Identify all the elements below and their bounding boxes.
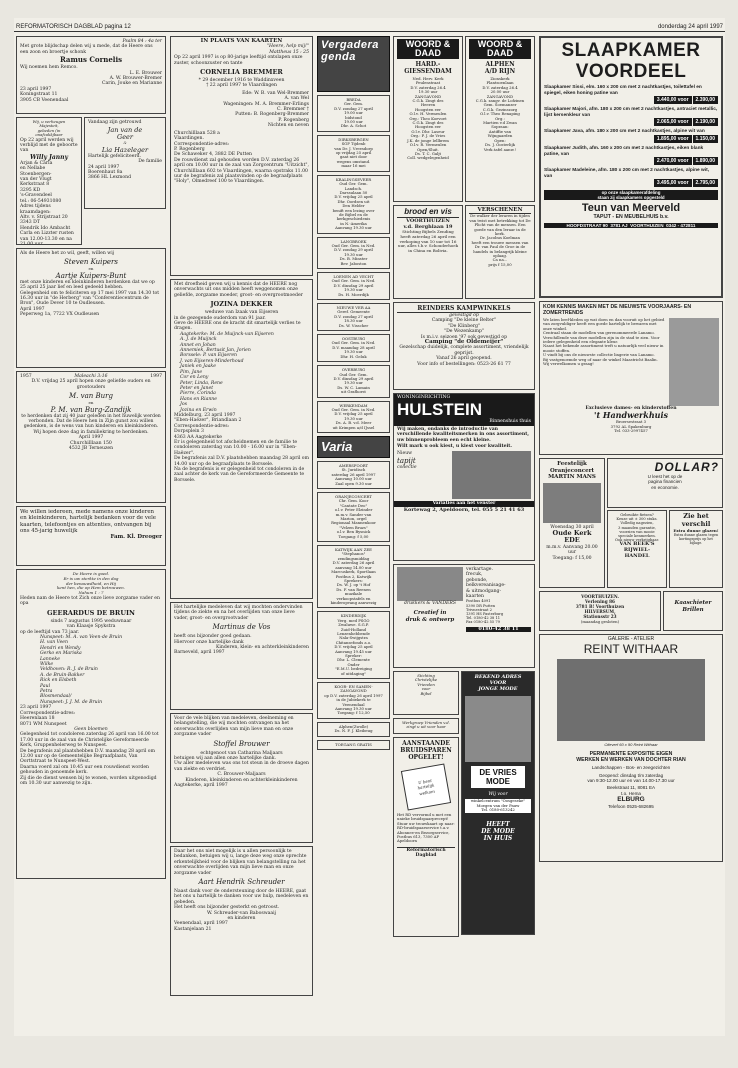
painting-photo bbox=[557, 659, 705, 741]
anniversary-body: te herdenken dat zij 40 jaar geleden in het huwelijk werden verbonden. Dat de Heere hen in Zijn gunst zou willen gedenken, is de wens van hun kinderen en kleinkinderen. bbox=[21, 413, 163, 430]
woord-daad-logo: WOORD & DAAD bbox=[469, 39, 531, 59]
drukkerij-address: Postbus 4091 5390 DR Putten Trivnestraat 2 1391 HS Pasterburg Tel. 0180-42 38 11 Fax 0180-42 55 79 bbox=[466, 599, 504, 625]
de-vries-mode-ad bbox=[461, 671, 535, 935]
thanks-body: betuigen wij aan allen onze hartelijke dank. Uw aller medeleven was ons tot steun in de droeve dagen van ziekte en verdriet. bbox=[174, 756, 309, 772]
meerveld-address: HOOFDSTRAAT 90 3781 AJ VOORTHUIZEN 0342 - 472811 bbox=[544, 223, 718, 228]
varia-item bbox=[317, 611, 390, 679]
organist-photo bbox=[543, 483, 601, 523]
new-price: 1.150,00 bbox=[693, 135, 718, 143]
announcement-row bbox=[16, 117, 166, 245]
husband-name: M. van Burg bbox=[69, 392, 113, 401]
mode-topline: BEKEND ADRES VOOR JONGE MODE bbox=[474, 674, 522, 692]
woord-daad-ad-2 bbox=[465, 36, 535, 202]
no-flowers: Geen bloemen bbox=[74, 726, 108, 732]
thanks-line: Hiervoor onze hartelijke dank bbox=[174, 639, 244, 645]
new-price: 2.795,00 bbox=[693, 179, 718, 187]
agenda-item bbox=[317, 401, 390, 433]
van-beek-ad bbox=[607, 510, 667, 588]
rd-logo: Reformatorisch Dagblad bbox=[397, 847, 455, 859]
kom-kennis-maken-ad bbox=[539, 301, 723, 455]
slaapkamer-voordeel-ad bbox=[539, 36, 723, 298]
birth-announcement-remco bbox=[16, 36, 166, 114]
thanks-dreoger bbox=[16, 506, 166, 566]
obituary-bremmer bbox=[170, 36, 313, 276]
mode-slogan: HEEFT DE MODE IN HUIS bbox=[481, 820, 515, 842]
camping-list: Camping "De kleine Belter" "De Klinberg" "De Wezenkamp" bbox=[431, 318, 497, 335]
varia-list bbox=[317, 461, 390, 750]
kaasschieter-ad bbox=[663, 591, 723, 631]
anniversary-van-burg bbox=[16, 371, 166, 503]
offer-prices bbox=[544, 157, 718, 165]
ad-topline: WONINGINRICHTING bbox=[394, 394, 534, 401]
family-sign: Kinderen, klein- en achterkleinkinderen bbox=[215, 645, 309, 651]
bottom-ads-left bbox=[393, 671, 459, 941]
fashion-photo bbox=[465, 696, 531, 762]
wish-text: Geve de HEERE ons de kracht dit smartelijk verlies te dragen. bbox=[174, 321, 303, 332]
bride-name: Lia Hazeleger bbox=[101, 145, 149, 154]
handwerkhuis-logo: 't Handwerkhuis bbox=[594, 410, 668, 421]
varia-item-text: Alphen(Zwolle) Ds. N. F. J. Kleibeug bbox=[334, 723, 373, 734]
en-word: en bbox=[88, 266, 94, 272]
varia-item bbox=[317, 740, 390, 750]
model-photo bbox=[669, 318, 719, 406]
drukkerij-logo: drukkers & VANDERS bbox=[404, 601, 456, 606]
offer-prices bbox=[544, 96, 718, 104]
drukkerij-slogan: Creatief in druk & ontwerp bbox=[405, 610, 455, 623]
baby-name: Willy Janny bbox=[30, 153, 68, 161]
varia-item bbox=[317, 722, 390, 737]
offer-text: Slaapkamer Java, afm. 180 x 200 cm met 2 nachtkastjes, alpine wit van bbox=[544, 129, 705, 135]
offer-prices bbox=[544, 135, 718, 143]
bible-ref: Maleachi 3:16 bbox=[74, 374, 108, 379]
galerie-city: ELBURG bbox=[617, 796, 645, 804]
newspaper-page bbox=[14, 18, 725, 1036]
family-sign: De familie bbox=[138, 159, 162, 165]
vanbeek-row bbox=[607, 510, 723, 588]
ad-body: Gezelschap duidelijk, complete assortiment, vriendelijk geprijst. Vanaf 26 april geopend. bbox=[399, 345, 529, 362]
obituary-place: Middelburg, 23 april 1997 "Eben-Haëzer", Briandlaan 2 bbox=[174, 412, 242, 424]
agenda-item-text: LANGBROEK Oud Ger. Gem. in Ned. D.V. zondag 29 april 19.30 uur Ds. B. Minster Bev. Jaboston bbox=[331, 238, 376, 266]
obituary-de-bruin bbox=[16, 569, 166, 879]
zie-title: Zie het verschil bbox=[681, 512, 711, 528]
vanbeek-extra-row bbox=[539, 591, 723, 631]
verse-text: "Heere, help mij!" Mattheus 15 : 25 bbox=[266, 44, 309, 55]
wedding-title: Vandaag zijn getrouwd bbox=[88, 120, 142, 125]
varia-item bbox=[317, 682, 390, 719]
year-left: 1957 bbox=[20, 374, 32, 379]
widower-text: sinds 7 augustus 1995 weduwnaar van Klaasje Spykstra bbox=[50, 618, 132, 630]
old-price: 3.495,00 voor bbox=[654, 179, 692, 187]
stichting-ad bbox=[393, 671, 459, 715]
camping-name: Camping "de Oldemeijer" bbox=[424, 339, 504, 346]
family-sign: W. Schreuder-van Baboswaaij en kinderen bbox=[206, 910, 277, 922]
varia-item-text: KINDERDIJK Verg. med PSGO Zwaluwe. S.G.P. Zuid-Holland Lenzenhebbende Nala-Swijgstra Chitansefonds a.o. D.V. vrijdag 25 april Aanvang 19.45 uur Spreker: Dhr. L. Clemente Onder "E.M.U. bedreiging of uitdaging" bbox=[334, 613, 373, 676]
home-address: Churchilllaan 528 a Vlaardingen. bbox=[174, 130, 220, 142]
de-vries-logo: DE VRIES MODE bbox=[471, 766, 525, 788]
thanks-text: We willen iedereen, mede namens onze kinderen en kleinkinderen, hartelijk bedanken voor de vele kaarten, telefoontjes en attenties, ontvangen bij ons 45-jarig huwelijk bbox=[20, 509, 158, 535]
obituary-intro: Op 22 april 1997 is op 80-jarige leeftijd ontslapen onze zuster, schoonzuster en tante bbox=[174, 55, 304, 66]
dollar-logo: DOLLAR? bbox=[654, 460, 719, 474]
obituary-address: 23 april 1997 Correspondentie-adres: Heerenlaan 18 8071 WM Nunspeet bbox=[20, 705, 76, 727]
congrats-text: Hartelijk gefeliciteerd. bbox=[88, 153, 142, 159]
new-price: 2.190,00 bbox=[693, 118, 718, 126]
old-price: 2.470,00 voor bbox=[654, 157, 692, 165]
vanbeek-name: VAN BEEK'S RIJWIEL- HANDEL bbox=[619, 541, 655, 559]
vanbeek-note: (maandag gesloten) bbox=[580, 619, 620, 624]
offer-text: Slaapkamer Madeleine, afm. 180 x 200 cm met 2 nachtkastjes, alpine wit, van bbox=[544, 168, 711, 179]
concert-place: Oude Kerk EDE bbox=[552, 528, 592, 545]
bedroom-offer bbox=[544, 85, 718, 104]
offer-prices bbox=[544, 118, 718, 126]
varia-item bbox=[317, 461, 390, 489]
agenda-title: Vergaderagenda bbox=[321, 39, 379, 63]
zie-het-verschil-ad bbox=[669, 510, 723, 588]
anniversary-kuipers bbox=[16, 248, 166, 368]
concert-date: Woensdag 30 april bbox=[550, 524, 594, 530]
ad-slogan: Wilt mark u ook kiest, u kiest voor kwaliteit. bbox=[397, 444, 512, 450]
family-circle-text: Wij hopen deze dag in familiekring te herdenken. bbox=[33, 429, 149, 435]
thanks-intro: Voor de vele blijken van medeleven, deelneming en belangstelling, die wij mochten ontvangen na het onverwachts overlijden van mijn lieve man en onze zorgzame vader bbox=[174, 716, 296, 738]
correspondence-address: Correspondentie-adres: Dorpsplein 3 4363 AA Aagtekerke bbox=[174, 423, 230, 440]
year-right: 1997 bbox=[150, 374, 162, 379]
agenda-item-text: KRALINGSEVEER Oud Ger. Gem. Landsch. Darssulaan 50 D.V. vrijdag 25 april Dhr. Oordsen uit Den Helder benift een lezing over de Bijbel en de kerkgeschiedenis in N.-Amerika Aanvang 19.30 uur bbox=[332, 176, 375, 231]
family-list: Ede: W. B. van Wel-Bremmer A. van Wel Wageningen: M. A. Bremmer-Erlings C. Bremmer † Putten: B. Rogenberg-Bremmer P. Rogenberg Nichten en neven bbox=[223, 90, 309, 129]
column-ads bbox=[393, 36, 535, 1026]
parents-names: Arjan & Carla en Nellabe Stoenbergen- van der Vlugt bbox=[20, 160, 53, 183]
new-price: 1.890,00 bbox=[693, 157, 718, 165]
galerie-address: Beekstraat 11, 8081 EA t.o. Hema bbox=[606, 785, 656, 796]
new-price: 2.390,00 bbox=[693, 96, 718, 104]
curtain-photo bbox=[452, 451, 531, 499]
baby-name: Ramus Cornelis bbox=[59, 55, 123, 65]
mode-sub: Wij voor bbox=[488, 792, 508, 797]
vanbeek-city: HILVERSUM, Stationsstr 23 bbox=[583, 609, 617, 619]
label-carpet: tapijt bbox=[397, 456, 416, 465]
birth-announcement-willy bbox=[16, 117, 82, 245]
ad-text: De walker der leraren in tijden van twist met betrekking tot De Plicht van de mensen. Een goede van den leraar in de kerk. Dr. Jacobus Koelman heeft een trouwe mensen van Dr. van Paul de Groe in de handels in belangrijk kleine oplaag. Ca na... prijs f 15,00 bbox=[469, 213, 531, 267]
agenda-item-text: DIRKSBERGEN SGP Tijdenb van Dr. J. Vreesdorp op vrijdag 25 april gaat niet door wegens omstand. maar 16 mei bbox=[334, 136, 373, 169]
ad-text: Wij maken, ondanks de introductie van verschillende kwaliteitsmerken in ons assortiment, uw binnenprobleem een echt kleine. bbox=[397, 426, 531, 443]
birth-address: 23 april 1997 Koningstraat 11 3905 CB Veenendaal bbox=[20, 86, 69, 103]
variations-label: Variaties aan het venster bbox=[394, 501, 534, 506]
bedroom-offer bbox=[544, 168, 718, 187]
section-title: IN PLAATS VAN KAARTEN bbox=[200, 38, 283, 44]
dollar-ad bbox=[607, 458, 723, 508]
obituary-intro: Heden nam de Heere tot Zich onze lieve zorgzame vader en opa bbox=[20, 595, 162, 607]
agenda-item bbox=[317, 334, 390, 362]
rest-hours: Carla en Lizzter rusten van 12.00-13.30 en na 21.00 uur. bbox=[20, 231, 76, 245]
collection-label bbox=[397, 451, 449, 499]
verschenen-ad bbox=[465, 205, 535, 299]
drukkerij-logo-image bbox=[397, 567, 463, 601]
column-agenda bbox=[317, 36, 390, 1026]
anniversary-footer: April 1997 Peperweg 1a, 7722 VX Oudleusen bbox=[20, 306, 100, 318]
varia-item bbox=[317, 545, 390, 608]
hulstein-address: Kortewag 2, Apeldoorn, tel. 055 5 21 41 63 bbox=[403, 506, 525, 513]
drukkerij-phone: 0180-42 38 11 bbox=[466, 627, 531, 632]
old-price: 2.065,00 voor bbox=[654, 118, 692, 126]
bedroom-offer bbox=[544, 146, 718, 165]
varia-title: Varia bbox=[321, 438, 353, 454]
old-price: 1.895,00 voor bbox=[654, 135, 692, 143]
agenda-item bbox=[317, 237, 390, 269]
meerveld-sub: TAPIJT - EN MEUBELHUIS b.v. bbox=[593, 214, 669, 221]
column-announcements-2 bbox=[170, 36, 313, 1026]
thanks-body: Naast dank voor de ondersteuning door de HEERE, gaat het ons u hartelijk te danken voor uw hulp, medeleven en gebeden. Het heeft ons bijzonder gesterkt en getroost. bbox=[174, 889, 309, 911]
varia-item-text: AMERSFOORT St. Juridisch zaterdag 26 april 1997 Aanvang 10.00 uur Zaal open 9.30 uur bbox=[331, 462, 376, 486]
offer-prices bbox=[544, 179, 718, 187]
zie-text: Extra dunne glazen tegen kortingsprijs op het bijlage. bbox=[673, 533, 719, 546]
label-new: Nieuw bbox=[397, 451, 413, 457]
column-large-ads bbox=[539, 36, 723, 1026]
drukkerij-ad bbox=[393, 564, 535, 668]
widow-text: weduwe van Izaak van Eijseren bbox=[204, 310, 279, 316]
verse-text: Wij, u verheugen Majesteit, gebeden (in onafzakkjbaar bbox=[32, 119, 66, 138]
drukkerij-right bbox=[466, 567, 531, 665]
concert-title: Feestelijk Oranjeconcert MARTIN MANS bbox=[548, 461, 596, 480]
hulstein-ad bbox=[393, 393, 535, 561]
thanks-schreuder bbox=[170, 846, 313, 996]
varia-header bbox=[317, 436, 390, 458]
agenda-item-text: WERKENDAM Oud Ger. Gem. in Ned. D.V. vrijdag 25 april 19.30 uur Ds. A. B. v.d. Meer uit Krimpen a/d IJssel bbox=[331, 402, 376, 430]
varia-item bbox=[317, 492, 390, 542]
husband-name: Steven Kuipers bbox=[64, 258, 118, 267]
obituary-intro: Met droefheid geven wij u kennis dat de HEERE nog onverwachts uit ons midden heeft weggenomen onze geliefde, zorgzame moeder, groot- en overgrootmoeder bbox=[174, 282, 303, 298]
drukkerij-services: verkartage. frecuk, gebonde, belkvereanisage- & uitmodgang- kaarten bbox=[466, 567, 506, 600]
offer-text: Slaapkamer Sissi, elm. 160 x 200 cm met 2 nachtkastjes, toilettafel en spiegel, eiken honing patine van bbox=[544, 85, 704, 96]
ad-text: Zionskerk Plantsoenlaan D.V. zaterdag 26.4 20.00 uur ZANGAVOND C.G.k. zangv. de Lofzinen Gem. Soemanzer C.G.k. Gezinszorg O.l.v. Theo Renaping Org.: Martien v.d Zwan Sopraan: Antiffie van Wijngaarden Open: Ds. J. Oosterlijk Verk.tafel aanw.! bbox=[475, 76, 525, 152]
ad-sub: gevestigd op bbox=[449, 313, 479, 318]
deceased-name: Martinus de Vos bbox=[212, 623, 271, 632]
ad-note: Is m.i.v. seizoen '97 ook gevestigd op bbox=[420, 334, 508, 340]
agenda-item bbox=[317, 272, 390, 300]
stay-address: Adres tijdens kraamdagen: Altv. v. Strijstraat 20 3343 DT Hendrik Ido Ambacht bbox=[20, 204, 71, 231]
concert-entrance: Toegang: f 15,00 bbox=[552, 555, 592, 561]
brood-en-vis-ad bbox=[393, 205, 463, 299]
deceased-name: GEERARDUS DE BRUIN bbox=[47, 608, 135, 617]
spouse-text: echtgenoot van Catharina Maljaars bbox=[200, 750, 283, 756]
bedroom-offer bbox=[544, 107, 718, 126]
dollar-vanbeek-stack bbox=[607, 458, 723, 588]
vanbeek-addresses bbox=[539, 591, 661, 631]
wedding-announcement bbox=[84, 117, 166, 209]
agenda-item-text: BREDA Ger. Gem. D.V. zondag 27 april 19.00 uur bidstond 19.00 uur Dhr. A. Schot bbox=[334, 97, 373, 129]
header-left: REFORMATORISCH DAGBLAD pagina 12 bbox=[16, 24, 131, 30]
bedroom-offers bbox=[544, 85, 718, 187]
lead-text: Als de Heere het zo wil, geeft, willen wij bbox=[20, 251, 115, 256]
label-collection: collectie bbox=[397, 464, 417, 470]
agenda-list bbox=[317, 95, 390, 433]
psalm-reference: Psalm 84 : 4a ter bbox=[122, 39, 162, 44]
correspondence-address: Correspondentie-adres: P. Rogenberg De Schaweker 4, 3882 DE Putten bbox=[174, 141, 252, 158]
old-price: 3.440,00 voor bbox=[654, 96, 692, 104]
brood-logo: brood en vis bbox=[397, 208, 459, 218]
ad-headline: KOM KENNIS MAKEN MET DE NIEUWSTE VOORJAARS- EN ZOMERTRENDS bbox=[543, 304, 693, 316]
agenda-item-text: NIEUWE VER AA Geref. Gemeente D.V. zondag 27 april 18.30 uur Ds. W. Visscher bbox=[334, 305, 373, 328]
anniversary-body: met onze kinderen en kleinkinderen herdenken dat we op 25 april 25 jaar lief en leed gedeeld hebben. bbox=[20, 279, 157, 291]
brood-row bbox=[393, 205, 535, 299]
wedding-address: 24 april 1997 Boerenhaut 8a 3866 HL Lexmond bbox=[88, 164, 132, 181]
thanks-footer: Veenendaal, april 1997 Kastanjelaan 21 bbox=[174, 921, 228, 932]
wife-name: P. M. van Burg-Zandijk bbox=[50, 405, 132, 414]
funeral-info: Er is gelegenheid tot afscheidnemen en de familie te condoleren zaterdag van 10.00 - 16.00 uur in "Eben-Haëzer". De begrafenis zal D.V. plaatshebben maandag 28 april om 14.00 uur op de begraafplaats te Borssele. Na de begrafenis is er gelegenheid tot condoleren in de zaal achter de kerk van de Gereformeerde Gemeente te Borssele. bbox=[174, 439, 309, 483]
ad-city: VOORTHUIZEN v.d. Berghlaan 19 bbox=[403, 218, 453, 230]
verse-text: De Heere is goed. Er is uw sterkte in den dag der benauwdheid, en Hij kent hen, die op Hem betrouwen. Nahum 1 : 7 bbox=[56, 571, 126, 596]
hulstein-photos bbox=[394, 449, 534, 501]
varia-item-text: ORANJECONCERT Chr. Gem. Koor "Cantate Deo" o.l.v. Peter Elzinder m.m.v. Sander van Marion, orgel Regionaal Mannenkoor "Velzen Bruzs" o.l.v. Ben Bysnick Toegang: f 5,00 bbox=[331, 494, 376, 539]
galerie-phone: Telefoon 0525-682695 bbox=[608, 804, 654, 810]
birth-text: Met grote blijdschap delen wij u mede, dat de Heere ons een zoon en broertje schonk bbox=[20, 44, 155, 55]
woord-daad-ad-1 bbox=[393, 36, 463, 202]
birth-sub: Wij noemen hem Remco. bbox=[20, 65, 78, 71]
aanstaande-title: AANSTAANDE BRUIDSPAREN OPGELET! bbox=[400, 740, 452, 761]
thanks-intro: Het hartelijke medeleven dat wij mochten ondervinden tijdens de ziekte en na het overlijden van onze lieve vader, groot- en overgrootvader bbox=[174, 605, 305, 621]
vanbeek-address: VOORTHUIZEN. Verlening 86 3781 B! Voorthuizen bbox=[575, 594, 625, 609]
werkgroep-ad bbox=[393, 718, 459, 734]
bride-service-text: Het RD vervormd u met een unieke bruidspaarprecept! Stuur uw trouwkaart op naar: RD-bruidspaarservice t.a.v. Abonnee-en Bezorgservice, Postbus 613, 7300 AP Apeldoorn bbox=[397, 812, 456, 844]
funeral-info: Gelegenheid tot condoleren zaterdag 26 april van 16.00 tot 17.00 uur in de zaal van de Christelijke Gereformeerde Kerk, Gruppenhelerweg te Nunspeet. De begrafenis zal plaatshebben D.V. maandag 28 april om 12.00 uur op de Gemeentelijke Begraafplaats, Van Oorttstraat te Nunspeet-West. Daarna voerd zal om 10.45 uur een rouwdienst worden gehouden in genoemde kerk. Zij die de dienst wensen bij te wonen, worden uitgenodigd om 10.30 uur aanwezig te zijn. bbox=[20, 732, 159, 786]
reception-text: Gelegenheid om te feliciteren op 17 mei 1997 van 14.30 tot 16.30 uur in "de Herberg" van "Conferentiecentrum de Bron", Oude Dever 10 te Oudleusen. bbox=[20, 290, 161, 307]
parents-names: L. E. Brouwer A. W. Brouwer-Bremer Carin, Jouke en Marianne bbox=[102, 70, 162, 87]
family-sign: C. Brouwer-Maljaars Kinderen, kleinkinderen en achterkleinkinderen bbox=[185, 772, 298, 783]
offer-text: Slaapkamer Judith, afm. 160 x 200 cm met 2 nachtkastjes, eiken blank patine, van bbox=[544, 145, 705, 157]
bottom-ads-row bbox=[393, 671, 535, 941]
deceased-name: JOZINA DEKKER bbox=[210, 300, 273, 309]
drukkerij-left bbox=[397, 567, 463, 665]
meerveld-logo: Teun van Meerveld bbox=[581, 202, 681, 215]
concert-dollar-row bbox=[539, 458, 723, 588]
card-text: U bent hartelijk welkom bbox=[417, 777, 436, 796]
varia-item-text: TOEGANG GRATIS bbox=[335, 741, 372, 747]
deceased-name: Stoffel Brouwer bbox=[213, 739, 270, 748]
deceased-name: CORNELIA BREMMER bbox=[200, 68, 283, 77]
agenda-item-text: LOENEN AD VECHT Oud Ger. Gem. in Ned. D.V. dinsdag 29 april 19.30 uur Ds. H. Moerdijk bbox=[331, 274, 376, 297]
galerie-title: REINT WITHAAR bbox=[583, 642, 679, 657]
thanks-sub: heeft ons bijzonder goed gedaan. bbox=[174, 634, 252, 640]
hulstein-logo: HULSTEIN bbox=[394, 401, 534, 419]
ad-headline: SLAAPKAMER VOORDEEL bbox=[561, 40, 701, 82]
zie-sub: Extra dunne glazen! bbox=[673, 528, 719, 533]
exposition-subject: Landschappen - Bos- en zeegezichten bbox=[591, 765, 671, 771]
thanks-de-vos bbox=[170, 602, 313, 710]
kom-body bbox=[543, 318, 719, 406]
thanks-footer: Barneveld, april 1997 bbox=[174, 650, 225, 656]
bottom-ads-right bbox=[461, 671, 535, 941]
page-header bbox=[14, 18, 725, 32]
obituary-dekker bbox=[170, 279, 313, 599]
ad-text: Ned. Herv. Kerk Peulenstraat D.V. zaterdag 26.4 19.30 uur ZANGAVOND C.G.k. Zingt des Heeren Hoogsten eer O.l.v. H. Vermeulen Org.: Theo Koevoet C.G.k. Zingt des Hoogsten eer O.l.v. Dhr. Laseur Org.: P. J. de Vries J.K. de jonge Iellbrem O.l.v. R. Vermeulen Open/Sluit. Ds. T. C. Galjt Coll. wedgelegenheid bbox=[407, 76, 449, 161]
family-list: Nunspeet: M. A. van Veen-de Bruin H. van Veen Hendri en Wendy Gerko en Mariska Lanneke Wilke Veldhoven: R. J. de Bruin A. de Bruin-Bakker Rick en Elsbeth Paul Petra Blosmendaal/ Nunspeet: J. J. M. de Bruin bbox=[40, 635, 123, 705]
wedding-card bbox=[401, 763, 451, 810]
ad-title: VERSCHENEN bbox=[469, 208, 531, 214]
ad-city: HARD.- GIESSENDAM bbox=[404, 61, 452, 75]
age-text: op de leeftijd van 73 jaar. bbox=[20, 629, 80, 635]
woord-daad-row bbox=[393, 36, 535, 202]
wife-name: Aartje Kuipers-Bunt bbox=[55, 271, 127, 280]
werkgroep-text: Werkgroep Vrienden v.d. zingt u uit voor haar bbox=[402, 720, 450, 730]
family-sign: Fam. Kl. Dreoger bbox=[110, 533, 162, 540]
hulstein-slogan: Binnenshuis thuis bbox=[394, 419, 534, 425]
thanks-brouwer bbox=[170, 713, 313, 843]
ad-text: We laten bref-kleden op wat doen en dan vooruit op het gebied van zorgvuldiger heeft een goede hartelijk te bewaren met onze winkel. Centraal staan de modellen van gerenommeerde Lanamo. Verschillende van deze modellen zijn in de stad te zien. Voor iedere gelegenheid een elegante kleur. Naast het bekende assortiment treft u natuurlijk veel nieuw in mooie stoffen. U vindt bij ons de nieuwste collectie lingerie van Lanamo. Bij vastgenoemde weg of naar de winkel Maastricht Baalin. Wij verwelkomen u graag! bbox=[543, 317, 665, 367]
varia-item-text: KATWIJK AAN ZEE "Stephanos" zendingsmiddag D.V. zaterdag 26 april aanvang 14.00 uur Marcuskerk, Sportlaan Postbus 2, Katwijk Sprekers: Ds. W. J. op 't Hof Ds. F. van Reenen muzikale verkoopstafels en kinderopvang aanwezig bbox=[330, 547, 377, 605]
anniversary-address: April 1997 Churchilllaan 150 4532 JB Terneuzen bbox=[68, 435, 114, 452]
varia-item-text: KOOR- EN SAMEN- ZANGAVOND op D.V. zaterdag 26 april 1997 in de Jubiekerk te Veenendaal Aanvang 19.30 uur Toegang: f 12,50 bbox=[324, 684, 383, 716]
en-word: en bbox=[88, 400, 94, 406]
age-text: in de gezegende ouderdom van 91 jaar. bbox=[174, 315, 266, 321]
home-address: Kerkstraat 8 3295 KD 's-Gravendeel tel.: 06-54931080 bbox=[20, 182, 62, 204]
kaasschieter-logo: Kaaschieter Brillen bbox=[674, 600, 712, 613]
ad-title: REINDERS KAMPWINKELS bbox=[397, 305, 531, 313]
bedroom-offer bbox=[544, 129, 718, 143]
concert-time: m.m.v. Aanvang 20.00 uur bbox=[546, 544, 600, 556]
galerie-ad bbox=[539, 634, 723, 862]
aanstaande-ad bbox=[393, 737, 459, 937]
thanks-intro: Daar het ons niet mogelijk is u allen persoonlijk te bedanken, betuigen wij u, lange deze weg onze oprechte erkentelijkheid voor de blijken van belangstelling na het onverwachte overlijden van mijn lieve man en onze zorgzame vader bbox=[174, 849, 308, 876]
opening-hours: Geopend: dinsdag t/m zaterdag van 9:30-12.00 uur en van 14.00-17.30 uur bbox=[587, 772, 675, 784]
exclusive-text: Exclusieve dames- en kinderstoffen bbox=[585, 406, 677, 411]
agenda-item bbox=[317, 365, 390, 397]
groom-name: Jan van de Geer bbox=[107, 126, 143, 142]
vanbeek-text: Gebruikte fietsen? Keuze uit ± 300 stuks. Volledig nagezien, 3 maanden garantie, voorzien van mooie speciale kenmerken. Ook nieuw verkrijgbaar. bbox=[615, 513, 659, 543]
agenda-item bbox=[317, 175, 390, 234]
agenda-item bbox=[317, 135, 390, 172]
agenda-item bbox=[317, 303, 390, 331]
ad-text: Stichting Bijbels Zending heeft zaterdag 26 april een verkoping van 10 uur tot 16 uur, alles t.b.v. Schouderhoek in China en Bolivia. bbox=[398, 229, 460, 254]
funeral-info: De rouwdienst zal gehouden worden D.V. zaterdag 26 april om 10.00 uur in de zaal van Zorgcentrum "Uitzicht", Churchilllaan 602 te Vlaardingen, waarna opstraks 11.00 uur de begrafenis zal plaatsvinden op de begraafplaats "Holy", Olmedreef 100 te Vlaardingen. bbox=[174, 157, 311, 185]
handwerkhuis-address: Broersestraat 3 3792 AL Spakenburg Tel. 033-2997457 bbox=[610, 419, 652, 434]
dollar-text: U leest het op de pagina financien en economie. bbox=[647, 474, 683, 490]
thanks-footer: Aagtekerke, april 1997 bbox=[174, 783, 228, 789]
ad-info: Voor info of bestellingen: 0523-26 61 77 bbox=[417, 361, 511, 367]
ad-city: ALPHEN A/D RIJN bbox=[484, 61, 516, 75]
header-right: donderdag 24 april 1997 bbox=[657, 24, 723, 30]
offer-text: Slaapkamer Majori, afm. 180 x 200 cm met 2 nachtkastjes, antraciet metallic, lijst kersenkleur van bbox=[544, 107, 719, 118]
exposition-title: PERMANENTE EXPOSITIE EIGEN WERKEN EN WERKEN VAN DOCHTER RIAN bbox=[576, 750, 686, 764]
woord-daad-logo: WOORD & DAAD bbox=[397, 39, 459, 59]
family-list: Aagtekerke: M. de Muijnck-van Eijseren A. J. de Muijnck Annet en Johan Annemiek, Bertusit Jan, Jorien Borssele: P. van Eijseren J. van Eijseren-Minderhoud Janiek en Jaake Pim, Jane Cor en Leny Peter, Linda, Rene Peter en Janet Pierre, Corinda Hans en Rianne Jos Jozina en Erwin bbox=[180, 331, 274, 413]
painting-caption: Olieverf 60 x 90 Reint Withaar bbox=[604, 742, 658, 748]
reinders-ad bbox=[393, 302, 535, 390]
ampersand: & bbox=[123, 141, 127, 146]
stichting-logo: Stichting Christelijke Vrienden voor Bijbel bbox=[414, 673, 438, 696]
oranjeconcert-ad bbox=[539, 458, 605, 588]
galerie-topline: GALERIE - ATELIER bbox=[607, 636, 655, 642]
agenda-header bbox=[317, 36, 390, 92]
life-dates: * 29 december 1916 te Waddinxveen † 22 april 1997 te Vlaardingen bbox=[198, 78, 285, 89]
column-announcements-1 bbox=[16, 36, 166, 1026]
deceased-name: Aart Hendrik Schreuder bbox=[198, 878, 285, 887]
intro-text: D.V. vrijdag 25 april hopen onze geliefde ouders en grootouders bbox=[31, 379, 153, 390]
agenda-item-text: OOSTBURG Oud Ger. Gem. in Ned. D.V. maandag 28 april 19.30 uur Dhr. H. Geluk bbox=[331, 336, 376, 359]
agenda-item-text: OVERBURG Oud Ger. Gem. D.V. dinsdag 29 april 19.30 uur Ds. W. C. Lamain uit Grafhorst bbox=[333, 367, 374, 395]
birth-body: Op 22 april werden wij verblijd met de geboorte van bbox=[20, 137, 80, 154]
mode-address: winkelcentrum "Oosgeseke" Moegen van der Pauw Tel. 0180-613242 bbox=[465, 799, 531, 812]
showroom-band: op onze slaapkamerafdeling staan zij slaapkamers opgesteld bbox=[544, 190, 718, 200]
agenda-item bbox=[317, 95, 390, 132]
